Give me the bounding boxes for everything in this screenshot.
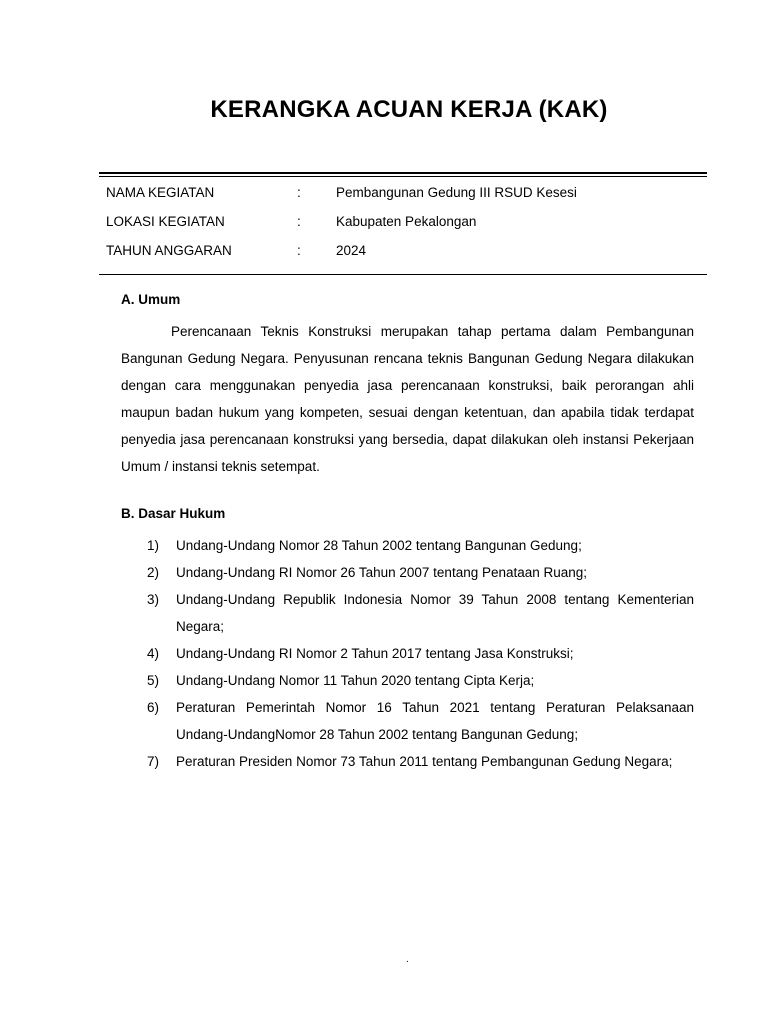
section-heading: A. Umum [121,292,181,307]
list-item [121,667,694,694]
list-item [121,586,694,640]
list-text: Peraturan Presiden Nomor 73 Tahun 2011 tentang Pembangunan Gedung Negara; [176,754,673,769]
list-number: 7) [147,754,160,769]
list-item [121,532,694,559]
list-number: 4) [147,646,160,661]
info-row-tahun [99,239,707,268]
list-text: Undang-Undang RI Nomor 2 Tahun 2017 tentang Jasa Konstruksi; [176,646,574,661]
info-value: 2024 [336,243,367,258]
list-number: 5) [147,673,160,688]
list-number: 1) [147,538,160,553]
list-number: 3) [147,592,160,607]
document-title: KERANGKA ACUAN KERJA (KAK) [210,96,608,123]
list-item [121,748,694,775]
list-number: 2) [147,565,160,580]
list-item [121,640,694,667]
info-label: LOKASI KEGIATAN [106,214,225,229]
section-heading: B. Dasar Hukum [121,506,226,521]
info-label: TAHUN ANGGARAN [106,243,232,258]
list-text: Undang-Undang Republik Indonesia Nomor 39 Tahun 2008 tentang Kementerian Negara; [176,592,694,634]
list-item [121,559,694,586]
page-footer-mark: . [406,954,409,965]
section-umum [121,292,694,494]
law-list [121,532,694,775]
list-number: 6) [147,700,160,715]
list-text: Peraturan Pemerintah Nomor 16 Tahun 2021 tentang Peraturan Pelaksanaan Undang-UndangNomor 28 Tahun 2002 tentang Bangunan Gedung; [176,700,694,742]
info-row-kegiatan [99,181,707,210]
info-colon: : [297,185,301,200]
section-dasar-hukum [121,506,694,775]
info-rows [99,177,707,274]
section-paragraph: Perencanaan Teknis Konstruksi merupakan tahap pertama dalam Pembangunan Bangunan Gedung Negara. Penyusunan rencana teknis Bangunan Gedung Negara dilakukan dengan cara menggunakan penyedia jasa perencanaan konstruksi, baik perorangan ahli maupun badan hukum yang kompeten, sesuai dengan ketentuan, dan apabila tidak terdapat penyedia jasa perencanaan konstruksi yang bersedia, dapat dilakukan oleh instansi Pekerjaan Umum / instansi teknis setempat. [121,324,694,474]
list-text: Undang-Undang RI Nomor 26 Tahun 2007 tentang Penataan Ruang; [176,565,588,580]
list-text: Undang-Undang Nomor 28 Tahun 2002 tentang Bangunan Gedung; [176,538,582,553]
list-text: Undang-Undang Nomor 11 Tahun 2020 tentang Cipta Kerja; [176,673,535,688]
bottom-rule [99,274,707,275]
list-item [121,694,694,748]
info-value: Kabupaten Pekalongan [336,214,477,229]
info-value: Pembangunan Gedung III RSUD Kesesi [336,185,577,200]
info-colon: : [297,243,301,258]
info-colon: : [297,214,301,229]
info-label: NAMA KEGIATAN [106,185,215,200]
info-table [99,172,707,275]
info-row-lokasi [99,210,707,239]
